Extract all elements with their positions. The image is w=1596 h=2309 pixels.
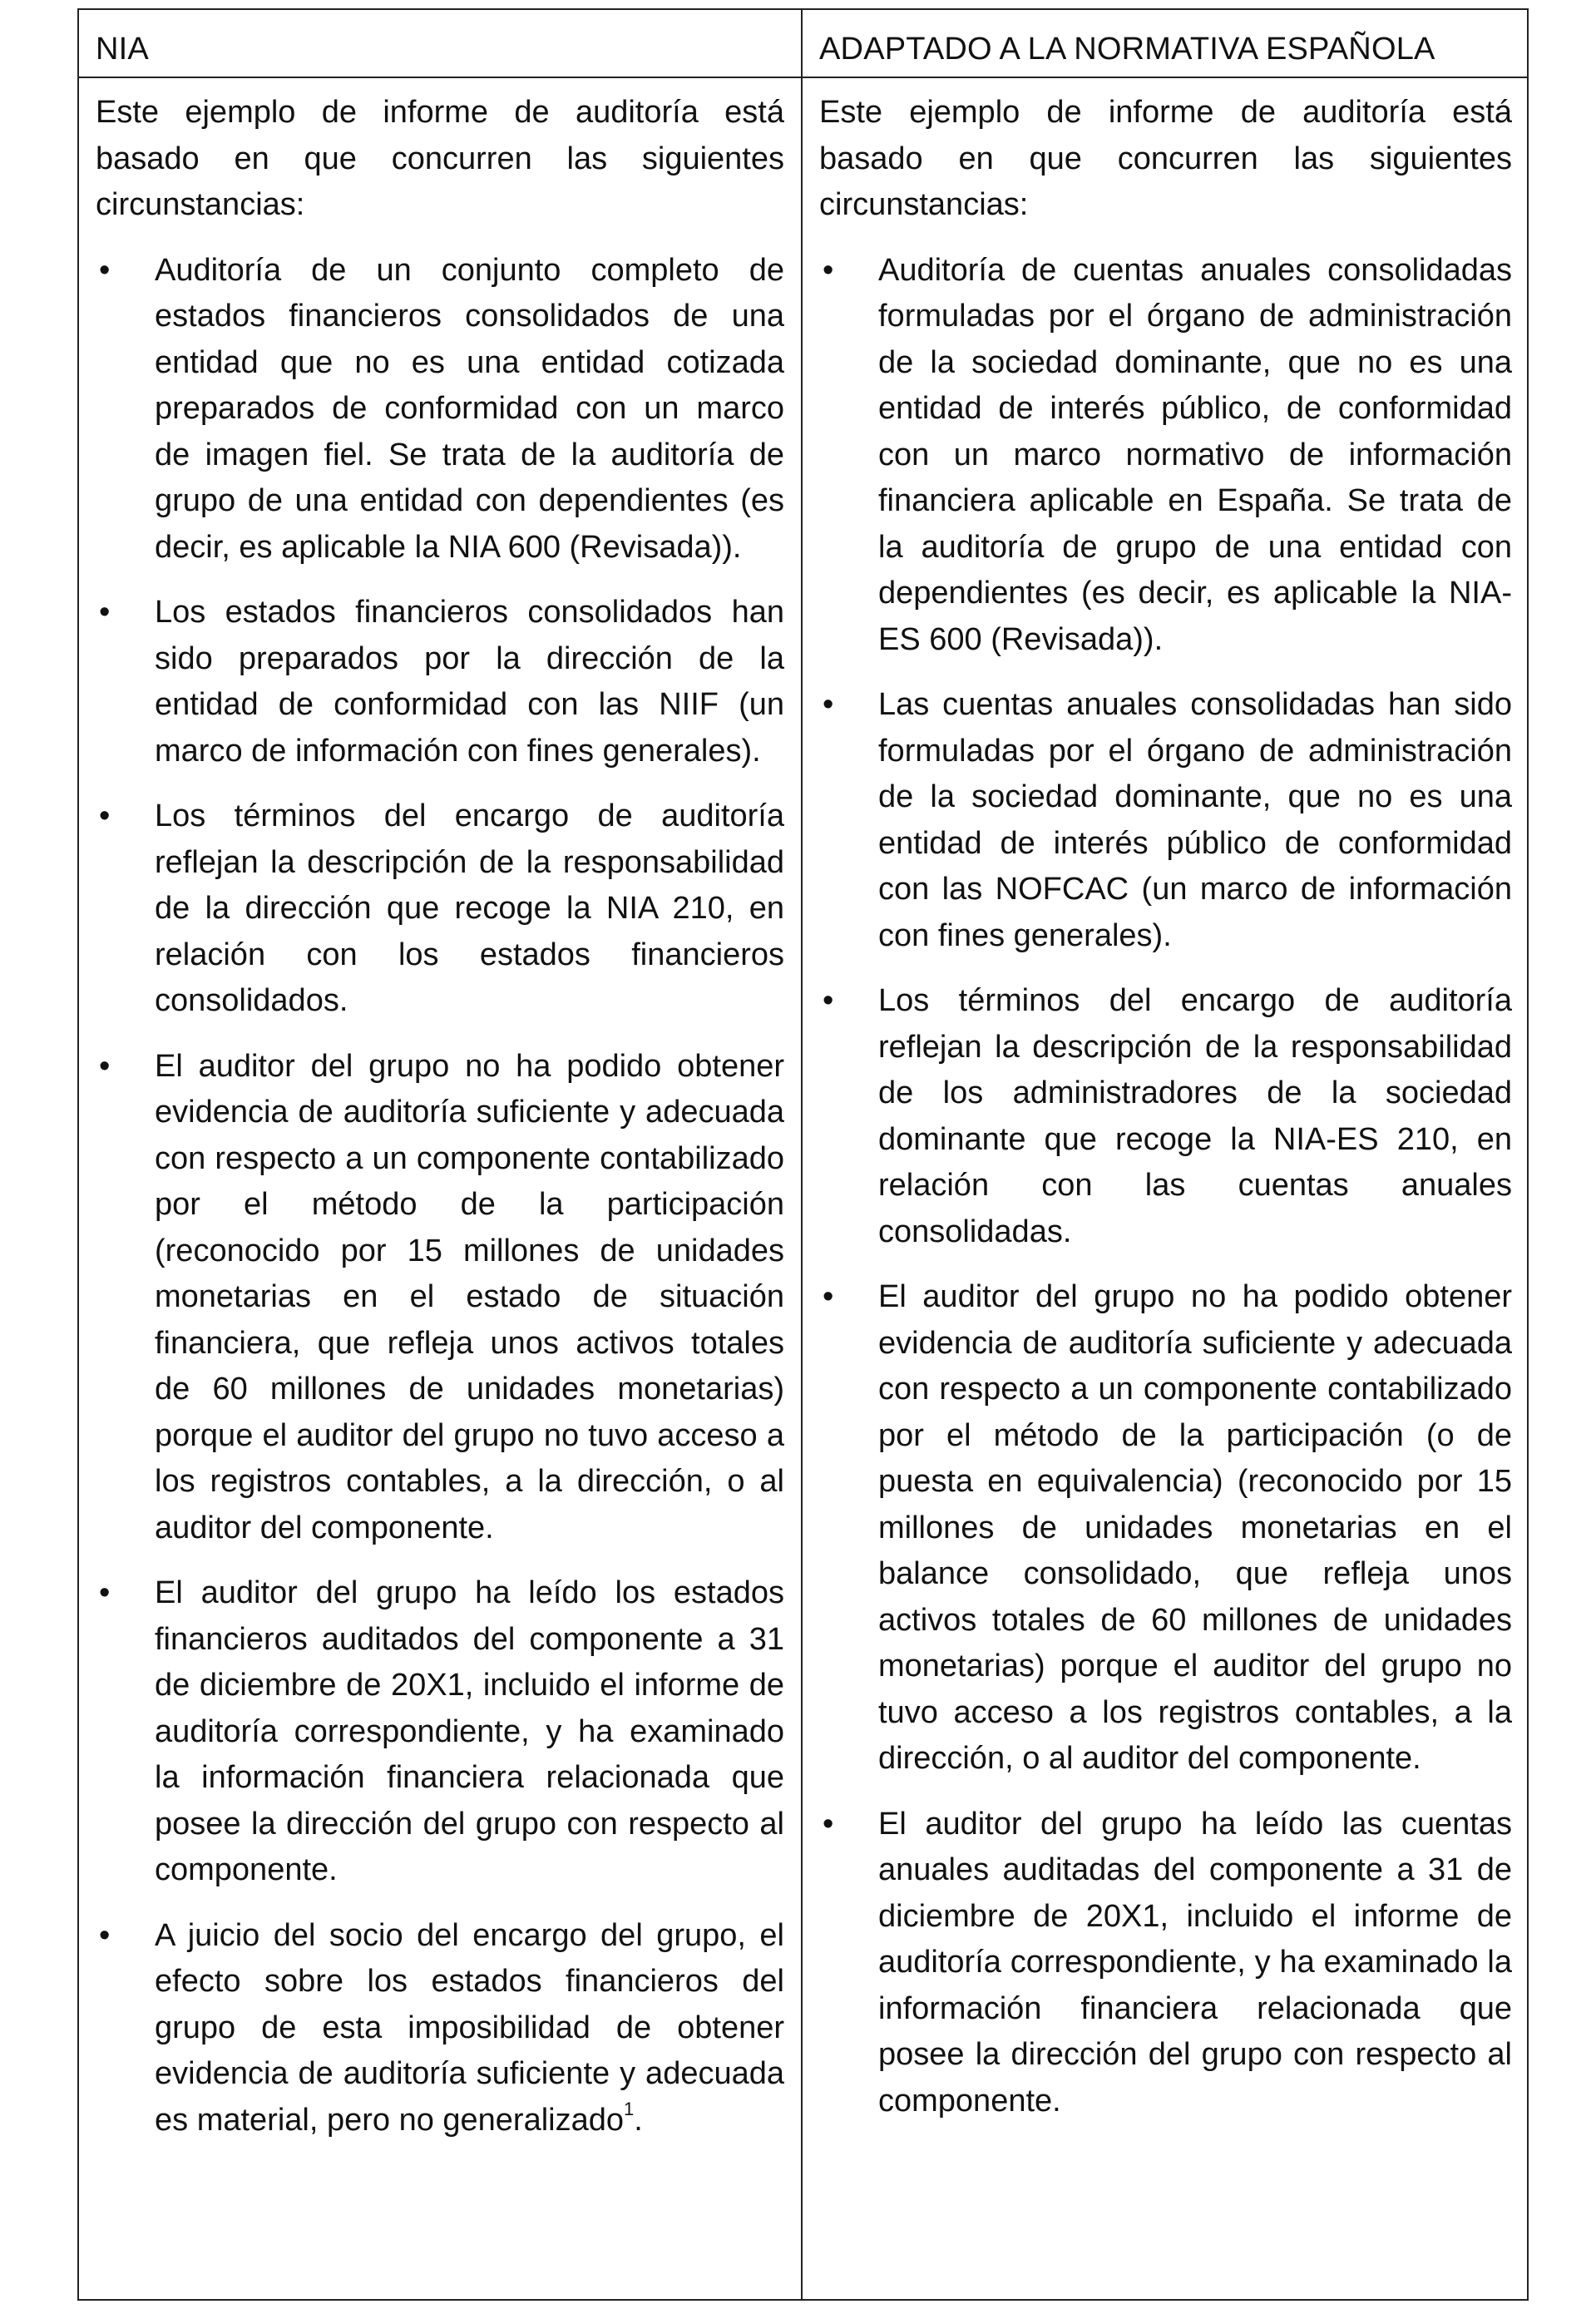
list-item bbox=[96, 590, 784, 774]
bullet-icon: • bbox=[823, 252, 834, 288]
comparison-table bbox=[77, 8, 1529, 2301]
list-item-text: A juicio del socio del encargo del grupo, el efecto sobre los estados financieros del grupo de esta imposibilidad de obtener evidencia de auditoría suficiente y adecuada es material, pero no generalizado bbox=[155, 1917, 784, 2138]
list-item bbox=[96, 794, 784, 1025]
bullet-icon: • bbox=[99, 595, 111, 630]
list-item-text: El auditor del grupo no ha podido obtener evidencia de auditoría suficiente y adecuada con respecto a un componente contabilizado por el método de la participación (reconocido por 15 millones de unidades monetarias en el estado de situación financiera, que refleja unos activos totales de 60 millones de unidades monetarias) porque el auditor del grupo no tuvo acceso a los registros contables, a la dirección, o al auditor del componente. bbox=[155, 1048, 784, 1545]
list-item-text: Las cuentas anuales consolidadas han sido formuladas por el órgano de administración de la sociedad dominante, que no es una entidad de interés público de conformidad con las NOFCAC (un marco de información con fines generales). bbox=[878, 687, 1512, 953]
list-item bbox=[96, 1044, 784, 1552]
list-item-text: Auditoría de cuentas anuales consolidadas formuladas por el órgano de administración de la sociedad dominante, que no es una entidad de interés público, de conformidad con un marco normativo de información financiera aplicable en España. Se trata de la auditoría de grupo de una entidad con dependientes (es decir, es aplicable la NIA-ES 600 (Revisada)). bbox=[878, 252, 1512, 657]
bullet-icon: • bbox=[823, 1279, 834, 1314]
list-item-text: Auditoría de un conjunto completo de estados financieros consolidados de una entidad que no es una entidad cotizada preparados de conformidad con un marco de imagen fiel. Se trata de la auditoría de grupo de una entidad con dependientes (es decir, es aplicable la NIA 600 (Revisada)). bbox=[155, 252, 784, 565]
list-item bbox=[819, 682, 1512, 959]
column-nia bbox=[79, 78, 803, 2299]
bullet-icon: • bbox=[823, 983, 834, 1018]
circumstances-list bbox=[96, 248, 784, 2144]
bullet-icon: • bbox=[99, 799, 111, 833]
list-item-text: El auditor del grupo ha leído las cuentas anuales auditadas del componente a 31 de diciembre de 20X1, incluido el informe de auditoría correspondiente, y ha examinado la información financiera relacionada que posee la dirección del grupo con respecto al componente. bbox=[878, 1806, 1512, 2119]
bullet-icon: • bbox=[99, 252, 111, 288]
list-item-text: Los estados financieros consolidados han sido preparados por la dirección de la entidad de conformidad con las NIIF (un marco de información con fines generales). bbox=[155, 595, 784, 769]
list-item-end: . bbox=[634, 2102, 643, 2138]
bullet-icon: • bbox=[99, 1917, 111, 1953]
footnote-marker[interactable]: 1 bbox=[624, 2098, 635, 2119]
circumstances-list bbox=[819, 248, 1512, 2125]
bullet-icon: • bbox=[823, 1806, 834, 1842]
bullet-icon: • bbox=[99, 1575, 111, 1610]
list-item bbox=[96, 1570, 784, 1894]
column-adaptado bbox=[803, 78, 1529, 2299]
bullet-icon: • bbox=[99, 1048, 111, 1084]
list-item bbox=[96, 1913, 784, 2144]
bullet-icon: • bbox=[823, 687, 834, 722]
list-item bbox=[819, 248, 1512, 664]
list-item bbox=[819, 978, 1512, 1255]
list-item-text: El auditor del grupo ha leído los estados financieros auditados del componente a 31 de diciembre de 20X1, incluido el informe de auditoría correspondiente, y ha examinado la información financiera relacionada que posee la dirección del grupo con respecto al componente. bbox=[155, 1575, 784, 1887]
list-item-text: El auditor del grupo no ha podido obtener evidencia de auditoría suficiente y adecuada con respecto a un componente contabilizado por el método de la participación (o de puesta en equivalencia) (reconocido por 15 millones de unidades monetarias en el balance consolidado, que refleja unos activos totales de 60 millones de unidades monetarias) porque el auditor del grupo no tuvo acceso a los registros contables, a la dirección, o al auditor del componente. bbox=[878, 1279, 1512, 1776]
list-item bbox=[96, 248, 784, 571]
list-item bbox=[819, 1802, 1512, 2125]
list-item-text: Los términos del encargo de auditoría reflejan la descripción de la responsabilidad de la dirección que recoge la NIA 210, en relación con los estados financieros consolidados. bbox=[155, 799, 784, 1018]
header-adaptado: ADAPTADO A LA NORMATIVA ESPAÑOLA bbox=[803, 10, 1529, 78]
intro-paragraph: Este ejemplo de informe de auditoría está basado en que concurren las siguientes circunstancias: bbox=[819, 95, 1512, 222]
list-item bbox=[819, 1274, 1512, 1782]
list-item-text: Los términos del encargo de auditoría reflejan la descripción de la responsabilidad de los administradores de la sociedad dominante que recoge la NIA-ES 210, en relación con las cuentas anuales consolidadas. bbox=[878, 983, 1512, 1249]
header-nia: NIA bbox=[79, 10, 803, 78]
intro-paragraph: Este ejemplo de informe de auditoría está basado en que concurren las siguientes circunstancias: bbox=[96, 95, 784, 222]
